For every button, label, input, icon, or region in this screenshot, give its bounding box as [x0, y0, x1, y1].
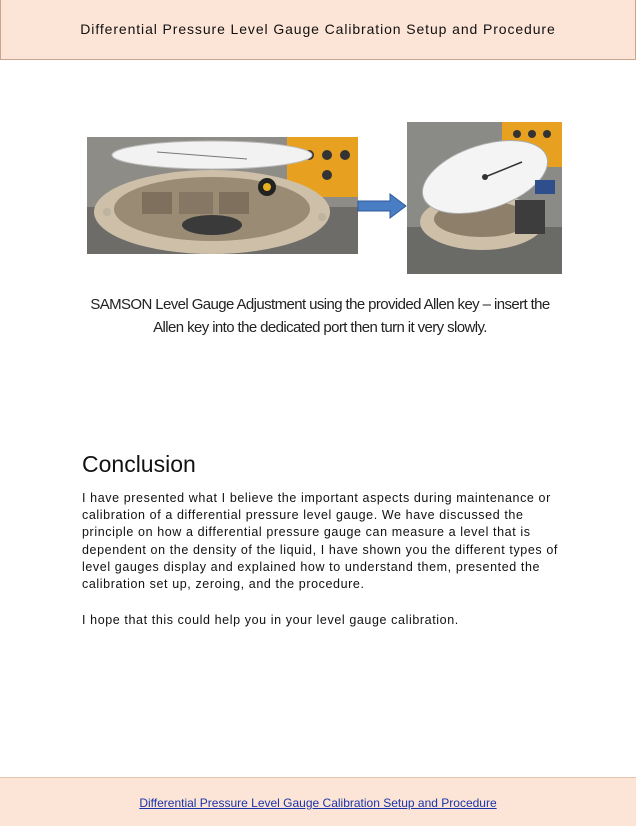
arrow-right-icon	[356, 193, 408, 219]
figure-caption	[70, 293, 570, 339]
footer-link[interactable]: Differential Pressure Level Gauge Calibration Setup and Procedure	[139, 796, 497, 810]
gauge-dial-photo	[407, 122, 562, 274]
conclusion-paragraph-2: I hope that this could help you in your level gauge calibration.	[82, 613, 459, 627]
header-title: Differential Pressure Level Gauge Calibration Setup and Procedure	[80, 21, 556, 37]
caption-line-1: SAMSON Level Gauge Adjustment using the provided Allen key – insert the	[90, 296, 550, 313]
page-header	[0, 0, 636, 60]
page-footer	[0, 777, 636, 826]
gauge-housing-photo	[87, 137, 358, 254]
section-heading: Conclusion	[82, 451, 196, 477]
conclusion-paragraph-1: I have presented what I believe the important aspects during maintenance or calibration of a differential pressure level gauge. We have discussed the principle on how a differential pressure gauge can measure a level that is dependent on the density of the liquid, I have shown you the different types of level gauges display and explained how to understand them, presented the calibration set up, zeroing, and the procedure.	[82, 491, 558, 592]
caption-line-2: Allen key into the dedicated port then turn it very slowly.	[153, 319, 487, 336]
